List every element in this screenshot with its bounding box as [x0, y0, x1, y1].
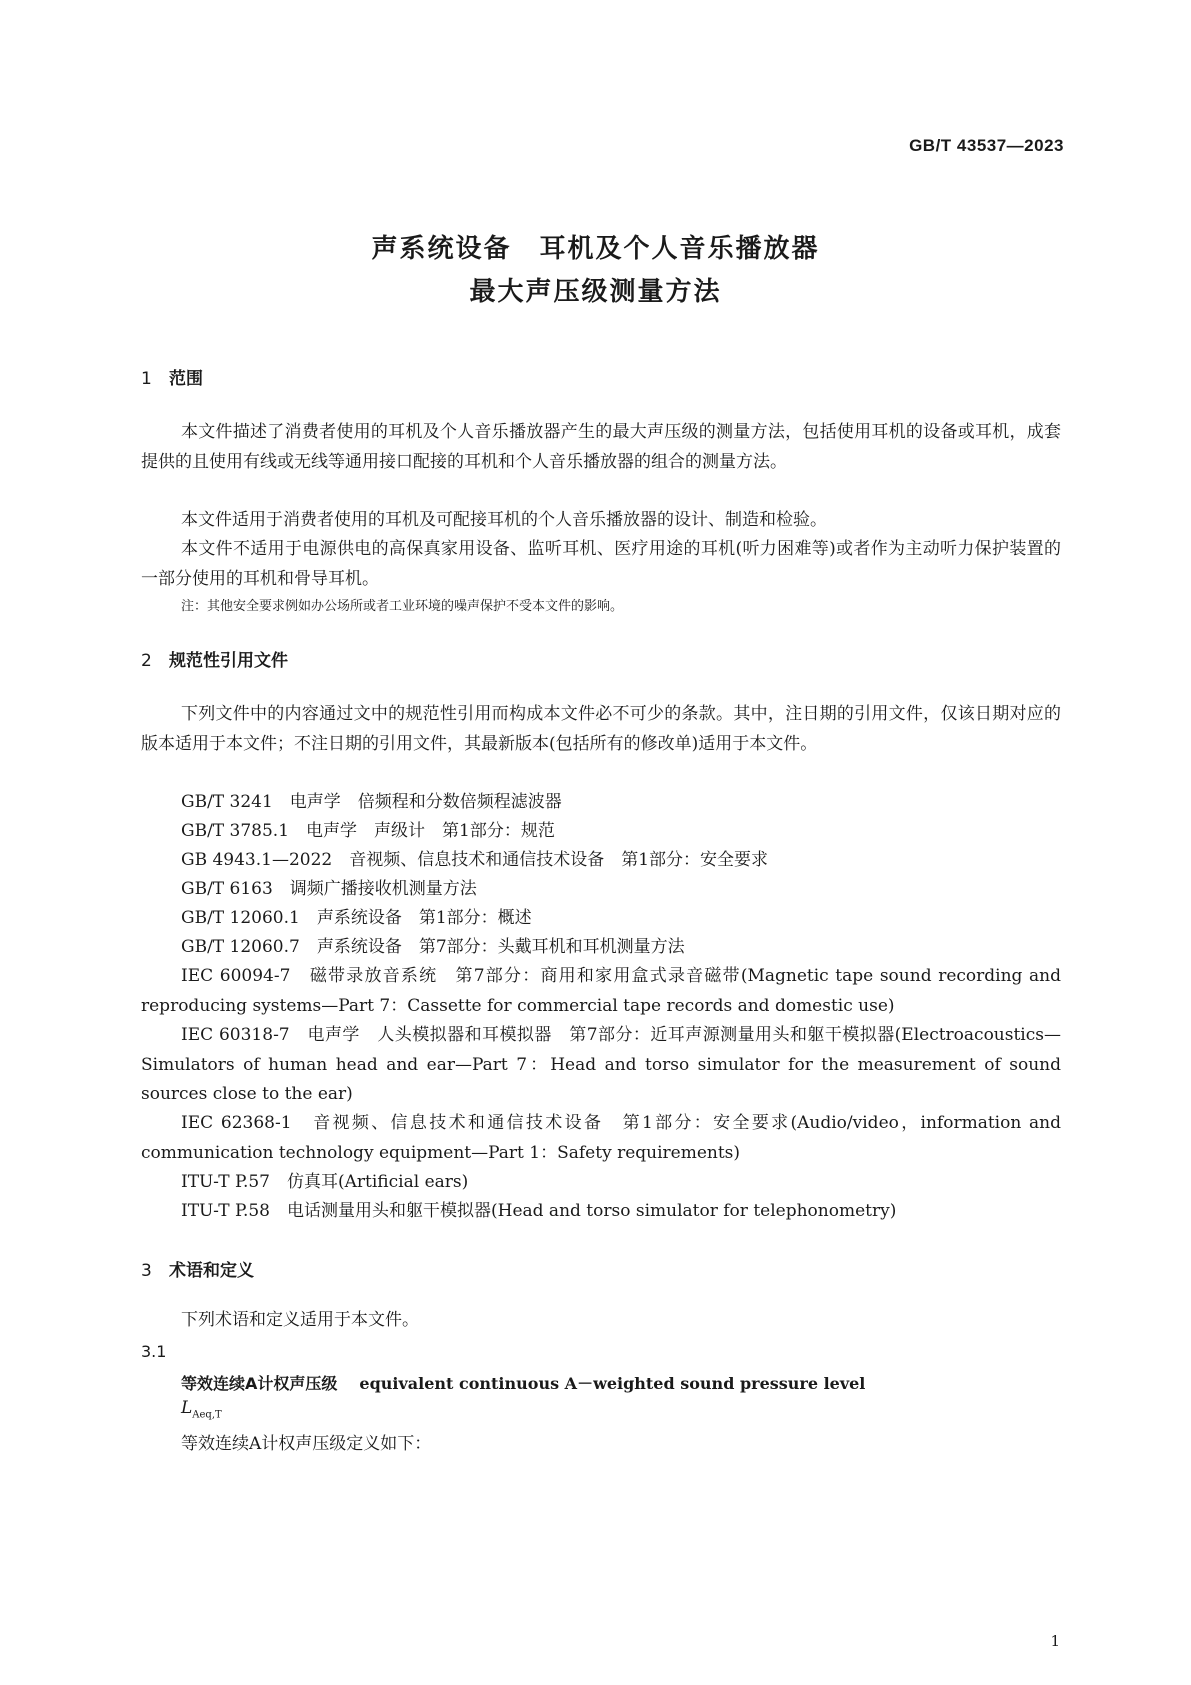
reference-item: GB/T 3241 电声学 倍频程和分数倍频程滤波器 — [181, 792, 562, 812]
definition-intro: 等效连续A计权声压级定义如下： — [181, 1434, 432, 1454]
term-symbol — [181, 1398, 222, 1420]
reference-item: GB/T 3785.1 电声学 声级计 第1部分：规范 — [181, 821, 555, 841]
document-title-line1: 声系统设备 耳机及个人音乐播放器 — [371, 234, 820, 264]
term-entry — [181, 1371, 865, 1394]
section-number: 1 — [141, 369, 152, 389]
reference-item: IEC 62368-1 音视频、信息技术和通信技术设备 第1部分：安全要求(Audio/video，information and communication technology equipment—Part 1：Safety requirements) — [141, 1113, 1061, 1163]
standard-code: GB/T 43537—2023 — [909, 136, 1064, 155]
reference-item: ITU-T P.58 电话测量用头和躯干模拟器(Head and torso simulator for telephonometry) — [181, 1201, 897, 1221]
reference-item: IEC 60318-7 电声学 人头模拟器和耳模拟器 第7部分：近耳声源测量用头和躯干模拟器(Electroacoustics—Simulators of human head and ear—Part 7：Head and torso simulator for the measurement of sound sources close to the ear) — [141, 1025, 1061, 1104]
section-1-heading — [141, 364, 203, 389]
document-title-line2: 最大声压级测量方法 — [469, 277, 722, 307]
section-number: 2 — [141, 651, 152, 671]
scope-paragraph-2: 本文件适用于消费者使用的耳机及可配接耳机的个人音乐播放器的设计、制造和检验。 — [181, 510, 827, 530]
scope-paragraph-1: 本文件描述了消费者使用的耳机及个人音乐播放器产生的最大声压级的测量方法，包括使用耳机的设备或耳机，成套提供的且使用有线或无线等通用接口配接的耳机和个人音乐播放器的组合的测量方法。 — [141, 422, 1061, 472]
reference-item: ITU-T P.57 仿真耳(Artificial ears) — [181, 1172, 469, 1192]
symbol-subscript: Aeq,T — [192, 1409, 222, 1421]
section-title: 范围 — [169, 369, 203, 389]
reference-item: GB 4943.1—2022 音视频、信息技术和通信技术设备 第1部分：安全要求 — [181, 850, 769, 870]
reference-item: GB/T 12060.7 声系统设备 第7部分：头戴耳机和耳机测量方法 — [181, 937, 685, 957]
term-chinese: 等效连续A计权声压级 — [181, 1374, 338, 1393]
section-number: 3 — [141, 1261, 152, 1281]
reference-item: GB/T 6163 调频广播接收机测量方法 — [181, 879, 477, 899]
page-number: 1 — [1050, 1632, 1060, 1650]
reference-item: IEC 60094-7 磁带录放音系统 第7部分：商用和家用盒式录音磁带(Magnetic tape sound recording and reproducing systems—Part 7：Cassette for commercial tape records and domestic use) — [141, 966, 1061, 1016]
references-intro: 下列文件中的内容通过文中的规范性引用而构成本文件必不可少的条款。其中，注日期的引用文件，仅该日期对应的版本适用于本文件；不注日期的引用文件，其最新版本(包括所有的修改单)适用于本文件。 — [141, 704, 1061, 754]
scope-note: 注：其他安全要求例如办公场所或者工业环境的噪声保护不受本文件的影响。 — [181, 599, 624, 614]
clause-number: 3.1 — [141, 1342, 167, 1361]
term-english: equivalent continuous A－weighted sound pressure level — [359, 1374, 866, 1393]
section-title: 术语和定义 — [169, 1261, 254, 1281]
scope-paragraph-3: 本文件不适用于电源供电的高保真家用设备、监听耳机、医疗用途的耳机(听力困难等)或者作为主动听力保护装置的一部分使用的耳机和骨导耳机。 — [141, 539, 1061, 589]
section-2-heading — [141, 646, 288, 671]
reference-item: GB/T 12060.1 声系统设备 第1部分：概述 — [181, 908, 532, 928]
terms-intro: 下列术语和定义适用于本文件。 — [181, 1310, 419, 1330]
section-title: 规范性引用文件 — [169, 651, 288, 671]
section-3-heading — [141, 1256, 254, 1281]
symbol-main: L — [181, 1398, 193, 1418]
